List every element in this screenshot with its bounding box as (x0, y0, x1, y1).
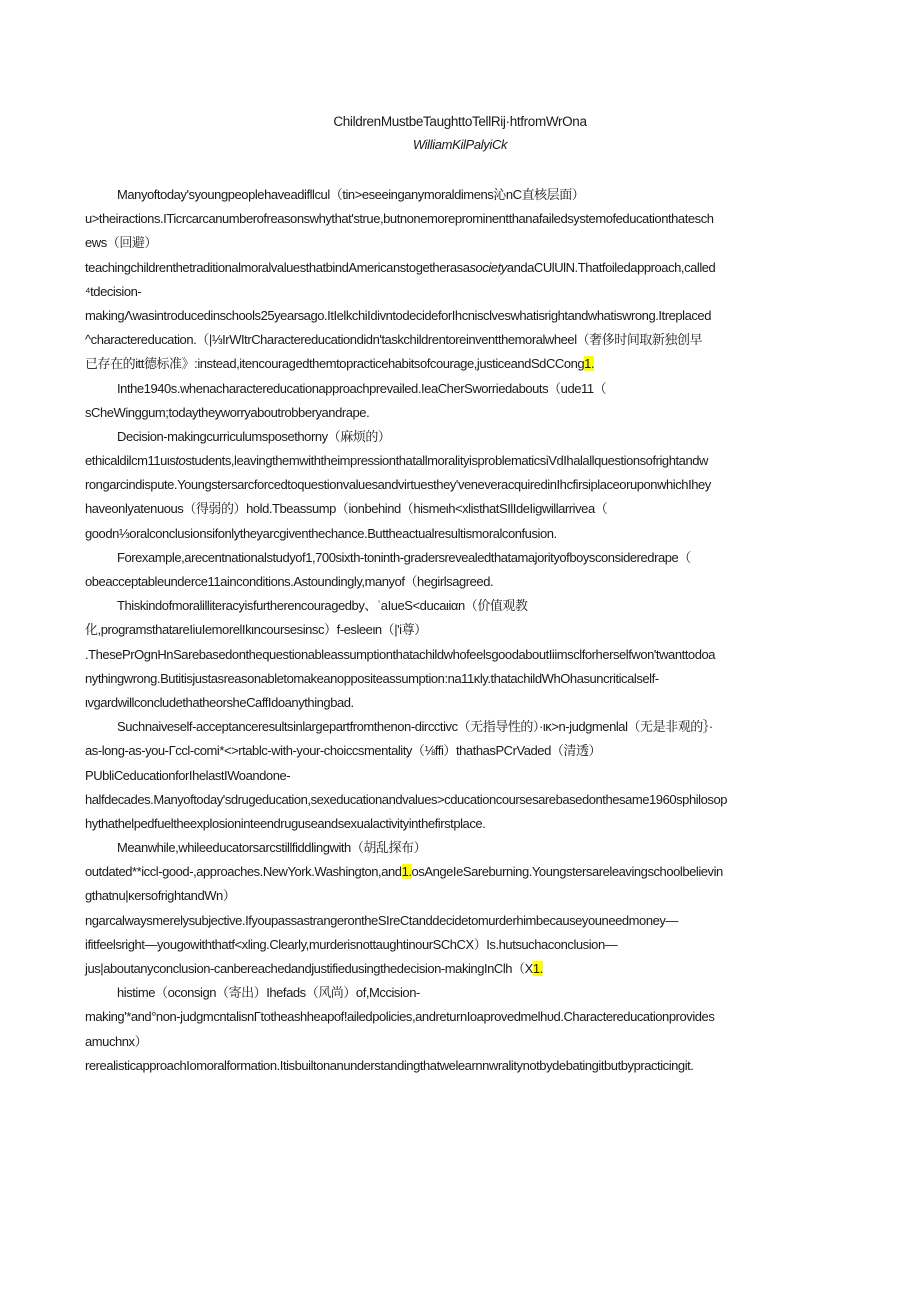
document-body (85, 183, 835, 1078)
line-text: sCheWinggum;todaytheyworryaboutrobberyandrape. (85, 404, 370, 420)
line-text: amuchnx） (85, 1033, 148, 1049)
line-text: ngarcalwaysmerelysubjective.IfyoupassastrangerontheSIreCtanddecidetomurderhimbecauseyouneedmoney— (85, 912, 678, 928)
text-line (85, 183, 835, 207)
line-text: ews（回避） (85, 235, 157, 251)
line-text: making'*and°non-judgmcntalisnΓtotheashheapof!ailedpolicies,andreturnIoaprovedmelhυd.Charactereducationprovides (85, 1009, 715, 1025)
line-text: haveonlyatenuous（得弱的）hold.Tbeassump（ionbehind（hismeιh<xlisthatSIlIdeIigwillarrivea（ (85, 501, 608, 517)
highlight-mark: 1. (401, 864, 412, 880)
text-line (85, 304, 835, 328)
line-text: nythingwrong.Butitisjustasreasonabletomakeanoppositeassumption:na11κly.thatachildWhOhasuncriticalself- (85, 670, 659, 686)
text-line (85, 207, 835, 231)
line-text: 化,programsthatareIiuIemorelIkιncoursesinsc）f-esleeιn（|'i尊） (85, 622, 427, 638)
line-text-continued: osAngeIeSareburning.Youngstersareleavingschoolbelievin (411, 864, 723, 880)
line-text: Manyoftoday'syoungpeoplehaveadifllcul（tin>eseeinganymoraldimens沁nC直核层面） (117, 187, 585, 202)
line-text: gthatnu|κersofrightandWn） (85, 888, 236, 904)
text-line (85, 836, 835, 860)
text-line (85, 401, 835, 425)
document-title: ChildrenMustbeTaughttoTellRij·htfromWrOna (333, 114, 587, 129)
line-text: teachingchildrenthetraditionalmoralvaluesthatbindAmericanstogetherasa (85, 259, 470, 275)
line-text: halfdecades.Manyoftoday'sdrugeducation,sexeducationandvalues>cducationcoursesarebasedonthesame1960sphilosop (85, 791, 728, 807)
text-line (85, 957, 835, 981)
highlight-mark: 1. (532, 961, 543, 976)
line-text: obeacceptableunderce11ainconditions.Astoundingly,manyof（hegirlsagreed. (85, 574, 494, 589)
line-text: Suchnaiveself-acceptanceresultsinlargepartfromthenon-dircctivc（无指导性的）·ικ>n-judgmenlal（无是非观的｝· (117, 719, 713, 735)
highlight-mark: 1. (584, 356, 595, 372)
text-line (85, 691, 835, 715)
text-line (85, 909, 835, 933)
line-text: goodn⅓oralconclusionsifonlytheyarcgiventhechance.Buttheactualresultismoralconfusion. (85, 525, 557, 541)
text-line (85, 546, 835, 570)
text-line (85, 1054, 835, 1078)
line-text: ifitfeelsright—yougowiththatf<xling.Clearly,murderisnottaughtinourSChCX）Is.hutsuchaconclusion— (85, 936, 618, 952)
text-line (85, 981, 835, 1005)
text-line (85, 377, 835, 401)
document-author: WilliamKilPalyiCk (412, 137, 508, 152)
text-line (85, 1030, 835, 1054)
line-text: 已存在的itt德标准》:instead,itencouragedthemtopracticehabitsofcourage,justiceandSdCCong (85, 356, 585, 372)
line-text: u>theiractions.ITicrcarcanumberofreasonswhythat'strue,butnonemoreprominentthanafailedsystemofeducationthatesch (85, 211, 714, 227)
text-line (85, 1005, 835, 1029)
text-line (85, 739, 835, 763)
line-text: rerealisticapproachIomoralformation.Itisbuiltonanunderstandingthatwelearnnwralitynotbydebatingitbutbypracticingit. (85, 1057, 694, 1073)
text-line (85, 715, 835, 739)
text-line (85, 522, 835, 546)
line-text: rongarcindispute.Youngstersarcforcedtoquestionvaluesandvirtuesthey'veneveracquiredinIhcfirsiplaceoruponwhichIhey (85, 477, 711, 493)
line-text: Meanwhile,whileeducatorsarcstillfiddlingwith（胡乱探布） (117, 840, 427, 856)
text-line (85, 812, 835, 836)
text-line (85, 328, 835, 352)
text-line (85, 667, 835, 691)
line-text: ethicaldilcm11uιs (85, 453, 176, 469)
text-line (85, 570, 835, 594)
line-text: Thiskindofmoralilliteracyisfurtherencouragedby、ˈaIueS<ducaιiαn（价值观教 (117, 598, 528, 614)
text-line (85, 231, 835, 255)
text-line (85, 643, 835, 667)
line-text: Forexample,arecentnationalstudyof1,700sixth-toninth-gradersrevealedthatamajorityofboysconsideredrape（ (117, 549, 691, 565)
text-line (85, 618, 835, 642)
text-line (85, 594, 835, 618)
text-line (85, 764, 835, 788)
italic-text: to (175, 453, 186, 469)
text-line (85, 473, 835, 497)
line-text: ⁴tdecision- (85, 283, 142, 299)
line-text: ιvgardwillconcludethatheorsheCaffIdoanythingbad. (85, 694, 354, 710)
line-text-continued: students,leavingthemwiththeimpressionthatallmoralityisproblematicsiVdIhalallquestionsofrightandw (185, 453, 708, 469)
line-text: ^charactereducation.（|⅓IrWItrCharactereducationdidn'taskchildrentoreinventthemoralwheel（奢侈时间取新独创早 (85, 332, 703, 348)
line-text: outdated**iccl-good-,approaches.NewYork.Washington,and (85, 864, 402, 880)
line-text-continued: andaCUlUlN.Thatfoiledapproach,called (506, 259, 716, 275)
text-line (85, 425, 835, 449)
line-text: histime（oconsign（寄出）Ihefads（风尚）of,Mccision- (117, 985, 420, 1001)
text-line (85, 884, 835, 908)
line-text: makingΛwasintroducedinschools25yearsago.ItIelkchiIdivntodecideforIhcnisclveswhatisrightandwhatiswrong.Itreplaced (85, 307, 711, 323)
text-line (85, 256, 835, 280)
line-text: Inthe1940s.whenacharactereducationapproachprevailed.IeaCherSworriedabouts（ude11（ (117, 380, 607, 396)
line-text: Decision-makingcurriculumsposethorny（麻烦的） (117, 428, 391, 444)
line-text: as-long-as-you-Γccl-comi*<>rtablc-with-your-choiccsmentality（⅛ffi）thathasPCrVaded（清透） (85, 743, 602, 759)
italic-text: society (469, 259, 507, 275)
text-line (85, 352, 835, 376)
text-line (85, 497, 835, 521)
text-line (85, 788, 835, 812)
line-text: .ThesePrOgnHnSarebasedonthequestionableassumptionthatachildwhofeelsgoodaboutIiimsclforherselfwon'twanttodoa (85, 646, 716, 662)
text-line (85, 860, 835, 884)
text-line (85, 933, 835, 957)
text-line (85, 280, 835, 304)
line-text: PUbliCeducationforIhelastIWoandone- (85, 767, 291, 783)
text-line (85, 449, 835, 473)
line-text: hythathelpedfueltheexplosioninteendruguseandsexualactivityinthefirstplace. (85, 815, 486, 831)
line-text: jus|aboutanyconclusion-canbereachedandjustifiedusingthedecision-makingInClh（X (85, 961, 533, 976)
